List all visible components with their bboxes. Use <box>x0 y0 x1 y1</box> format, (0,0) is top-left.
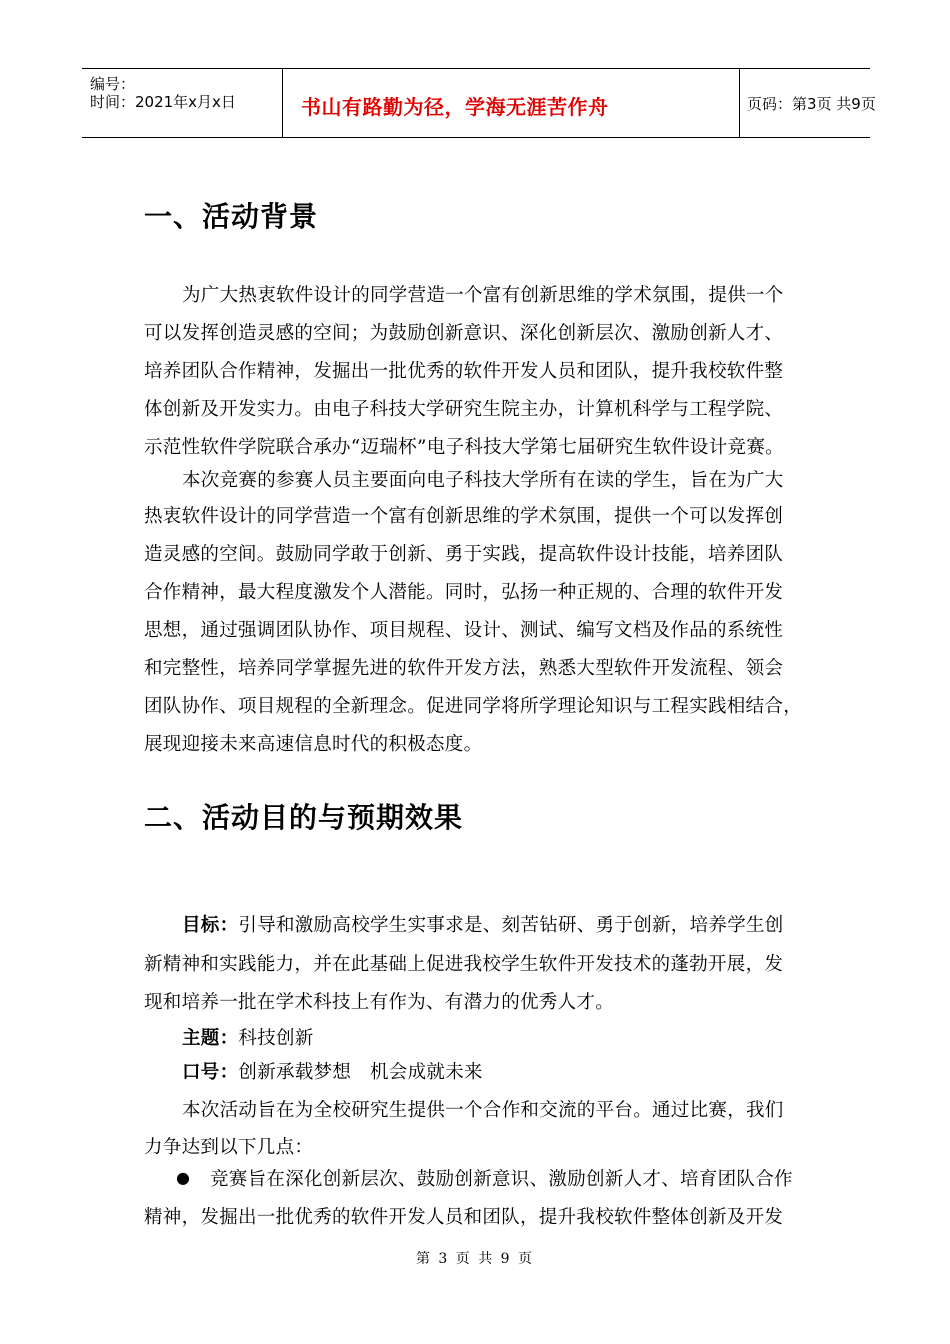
theme-label: 主题： <box>182 1028 239 1049</box>
header-page-info: 页码：第3页 共9页 <box>747 95 876 113</box>
document-header <box>82 68 876 138</box>
body-line: 和完整性，培养同学掌握先进的软件开发方法，熟悉大型软件开发流程、领会 <box>144 658 784 679</box>
body-line: 思想，通过强调团队协作、项目规程、设计、测试、编写文档及作品的系统性 <box>144 620 784 641</box>
body-line: 示范性软件学院联合承办“迈瑞杯”电子科技大学第七届研究生软件设计竞赛。 <box>144 437 784 458</box>
body-line: 可以发挥创造灵感的空间；为鼓励创新意识、深化创新层次、激励创新人才、 <box>144 323 784 344</box>
bullet-line: 竞赛旨在深化创新层次、鼓励创新意识、激励创新人才、培育团队合作 <box>210 1169 793 1190</box>
body-line: 展现迎接未来高速信息时代的积极态度。 <box>144 734 483 755</box>
slogan-line <box>182 1058 483 1084</box>
section1-title: 一、活动背景 <box>144 200 319 233</box>
body-line: 本次竞赛的参赛人员主要面向电子科技大学所有在读的学生，旨在为广大 <box>182 470 784 491</box>
body-line: 培养团队合作精神，发掘出一批优秀的软件开发人员和团队，提升我校软件整 <box>144 361 784 382</box>
header-motto: 书山有路勤为径，学海无涯苦作舟 <box>301 95 609 119</box>
body-line: 热衷软件设计的同学营造一个富有创新思维的学术氛围，提供一个可以发挥创 <box>144 506 784 527</box>
body-line: 为广大热衷软件设计的同学营造一个富有创新思维的学术氛围，提供一个 <box>182 285 784 306</box>
body-line: 精神，发掘出一批优秀的软件开发人员和团队，提升我校软件整体创新及开发 <box>144 1207 784 1228</box>
header-middle-cell <box>282 69 740 137</box>
goal-label: 目标： <box>182 915 239 936</box>
bullet-icon: ● <box>176 1168 190 1187</box>
slogan-label: 口号： <box>182 1062 239 1083</box>
body-line: 新精神和实践能力，并在此基础上促进我校学生软件开发技术的蓬勃开展，发 <box>144 954 784 975</box>
page-footer: 第 3 页 共 9 页 <box>415 1251 535 1267</box>
body-line: 团队协作、项目规程的全新理念。促进同学将所学理论知识与工程实践相结合， <box>144 696 803 717</box>
body-line: 体创新及开发实力。由电子科技大学研究生院主办，计算机科学与工程学院、 <box>144 399 784 420</box>
section2-title: 二、活动目的与预期效果 <box>144 801 464 834</box>
body-line: 造灵感的空间。鼓励同学敢于创新、勇于实践，提高软件设计技能，培养团队 <box>144 544 784 565</box>
theme-text: 科技创新 <box>238 1028 314 1049</box>
slogan-text: 创新承载梦想 机会成就未来 <box>238 1062 483 1083</box>
date-line: 时间：2021年x月x日 <box>90 93 236 111</box>
body-line: 现和培养一批在学术科技上有作为、有潜力的优秀人才。 <box>144 992 615 1013</box>
goal-text: 引导和激励高校学生实事求是、刻苦钻研、勇于创新，培养学生创 <box>238 915 784 936</box>
body-line: 力争达到以下几点： <box>144 1137 314 1158</box>
header-left-cell <box>82 69 282 137</box>
theme-line <box>182 1024 314 1050</box>
number-label: 编号： <box>90 75 136 93</box>
body-line: 合作精神，最大程度激发个人潜能。同时，弘扬一种正规的、合理的软件开发 <box>144 582 784 603</box>
goal-line <box>182 911 784 937</box>
body-line: 本次活动旨在为全校研究生提供一个合作和交流的平台。通过比赛，我们 <box>182 1100 784 1121</box>
header-right-cell <box>739 69 876 137</box>
